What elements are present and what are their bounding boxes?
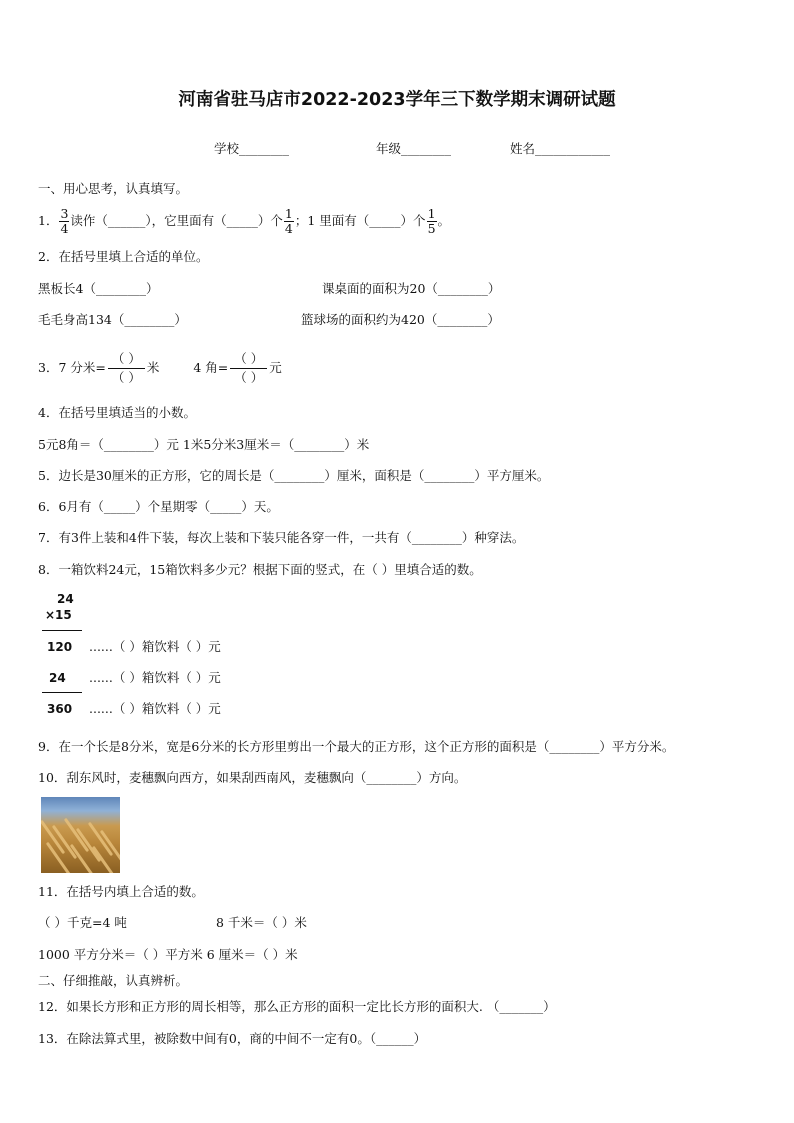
question-9: 9．在一个长是8分米，宽是6分米的长方形里剪出一个最大的正方形，这个正方形的面积是（________）平方分米。 xyxy=(38,739,675,754)
grade-field: 年级________ xyxy=(376,141,452,156)
fill-blank-2: ......（ ）箱饮料（ ）元 xyxy=(89,670,221,685)
question-5: 5．边长是30厘米的正方形，它的周长是（________）厘米，面积是（________）平方厘米。 xyxy=(38,468,550,483)
school-field: 学校________ xyxy=(214,141,290,156)
question-3: 3．7 分米= （ ） （ ） 米 4 角= （ ） （ ） 元 xyxy=(38,351,282,385)
question-12: 12．如果长方形和正方形的周长相等，那么正方形的面积一定比长方形的面积大. （_______） xyxy=(38,999,556,1014)
vertical-partial-1: 120 xyxy=(47,640,73,654)
section-1-heading: 一、用心思考，认真填写。 xyxy=(38,181,189,196)
vertical-multiplier: ×15 xyxy=(45,608,72,622)
fraction-1-5: $\frac{1}{5}$ xyxy=(427,206,436,236)
question-2-d: 篮球场的面积约为420（________） xyxy=(301,312,500,327)
vertical-line-2 xyxy=(42,692,82,693)
wheat-photo xyxy=(41,797,120,873)
question-2-b: 课桌面的面积为20（________） xyxy=(322,281,501,296)
question-11: 11．在括号内填上合适的数。 xyxy=(38,884,204,899)
question-1: 1． $\frac{3}{4}$ 读作（______），它里面有（_____）个 $\frac{1}{4}$ ；1 里面有（_____）个 $\frac{1}{5}$ 。 xyxy=(38,206,451,236)
question-11-b: 8 千米＝（ ）米 xyxy=(216,915,307,930)
question-13: 13．在除法算式里，被除数中间有0，商的中间不一定有0。（______） xyxy=(38,1031,427,1046)
vertical-multiplicand: 24 xyxy=(57,592,74,606)
fraction-1-4: $\frac{1}{4}$ xyxy=(284,206,293,236)
question-11-a: （ ）千克=4 吨 xyxy=(38,915,127,930)
question-8: 8．一箱饮料24元，15箱饮料多少元？根据下面的竖式，在（ ）里填合适的数。 xyxy=(38,562,482,577)
page-title: 河南省驻马店市2022-2023学年三下数学期末调研试题 xyxy=(178,90,616,110)
fill-blank-1: ......（ ）箱饮料（ ）元 xyxy=(89,639,221,654)
question-11-c: 1000 平方分米＝（ ）平方米 6 厘米＝（ ）米 xyxy=(38,947,298,962)
vertical-partial-2: 24 xyxy=(49,671,66,685)
fraction-blank-a: （ ） （ ） xyxy=(108,350,145,387)
question-7: 7．有3件上装和4件下装，每次上装和下装只能各穿一件，一共有（________）种穿法。 xyxy=(38,530,525,545)
question-2: 2．在括号里填上合适的单位。 xyxy=(38,249,209,264)
question-10: 10．刮东风时，麦穗飘向西方，如果刮西南风，麦穗飘向（________）方向。 xyxy=(38,770,467,785)
question-2-c: 毛毛身高134（________） xyxy=(38,312,187,327)
fraction-3-4: $\frac{3}{4}$ xyxy=(60,206,69,236)
question-4: 4．在括号里填适当的小数。 xyxy=(38,405,196,420)
vertical-line-1 xyxy=(42,630,82,631)
vertical-product: 360 xyxy=(47,702,73,716)
section-2-heading: 二、仔细推敲，认真辨析。 xyxy=(38,973,189,988)
name-field: 姓名____________ xyxy=(510,141,611,156)
fraction-blank-b: （ ） （ ） xyxy=(230,350,267,387)
question-4-line: 5元8角＝（________）元 1米5分米3厘米＝（________）米 xyxy=(38,437,370,452)
question-2-a: 黑板长4（________） xyxy=(38,281,159,296)
question-6: 6．6月有（_____）个星期零（_____）天。 xyxy=(38,499,279,514)
fill-blank-3: ......（ ）箱饮料（ ）元 xyxy=(89,701,221,716)
